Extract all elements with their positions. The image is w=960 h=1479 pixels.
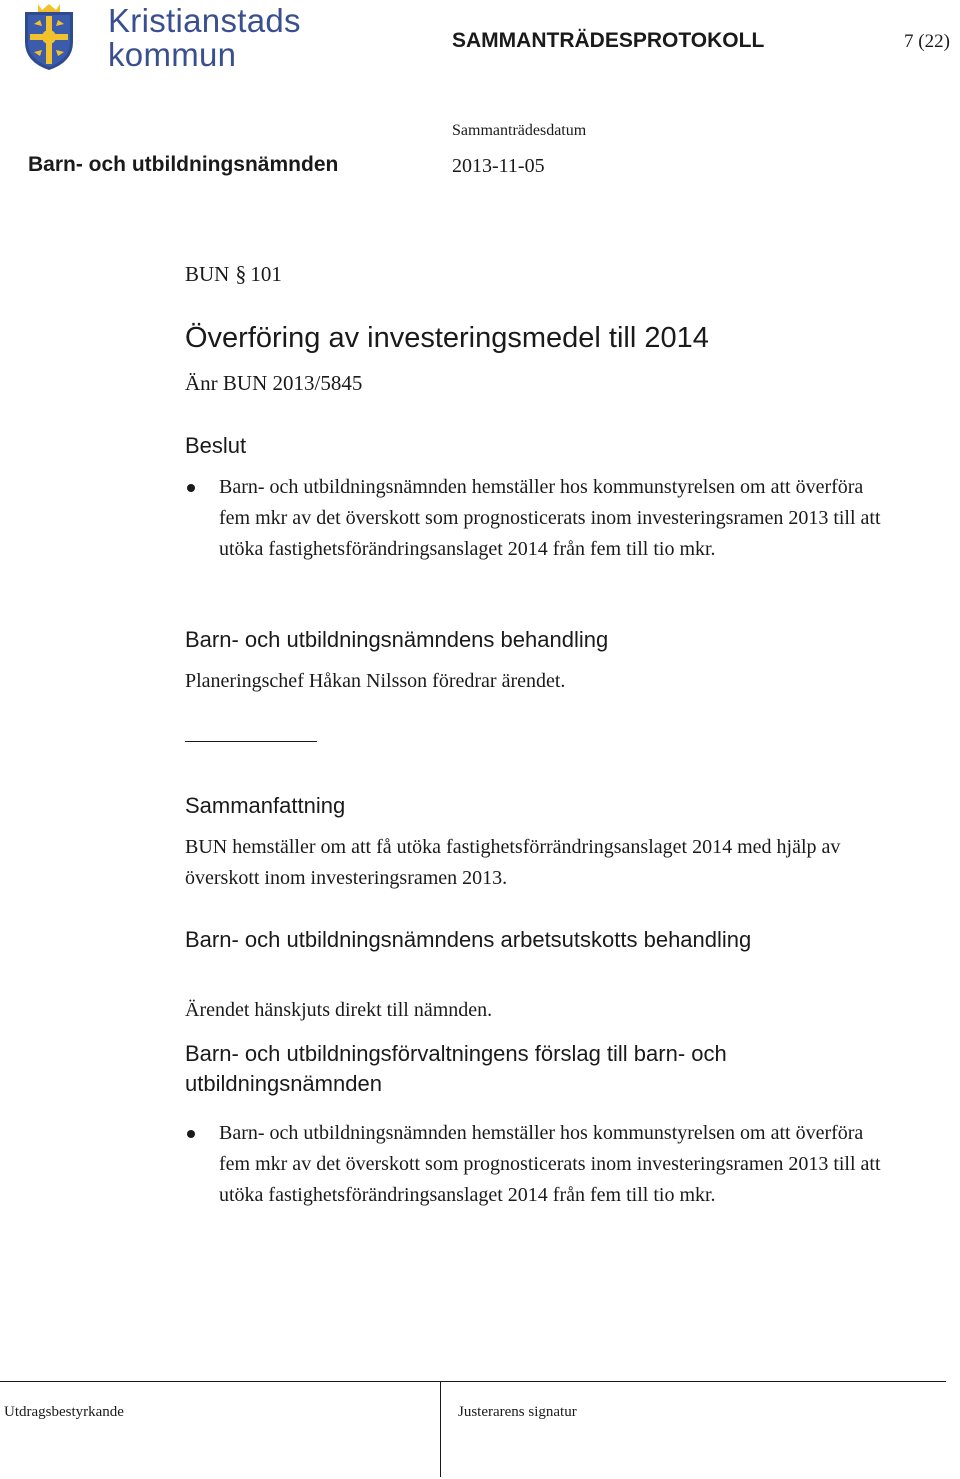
proposal-text: Barn- och utbildningsnämnden hemställer hos kommunstyrelsen om att överföra fem mkr av det överskott som prognosticerats inom investeringsramen 2013 till att utöka fastighetsförändringsanslaget 2014 från fem till tio mkr. (219, 1122, 881, 1206)
adjuster-signature-label: Justerarens signatur (458, 1404, 577, 1420)
extract-certification-label: Utdragsbestyrkande (4, 1404, 124, 1420)
document-type: SAMMANTRÄDESPROTOKOLL (452, 29, 765, 52)
paragraph-number: 101 (250, 262, 282, 286)
footer-column-divider (440, 1381, 441, 1477)
summary-text: BUN hemställer om att få utöka fastighetsförrändringsanslaget 2014 med hjälp av överskott inom investeringsramen 2013. (185, 836, 841, 889)
decision-heading: Beslut (185, 433, 247, 458)
municipality-wordmark (108, 4, 301, 72)
meeting-date: 2013-11-05 (452, 155, 545, 177)
section-symbol: § (235, 261, 247, 286)
bullet-icon (187, 484, 195, 492)
paragraph-reference (185, 261, 282, 287)
footer-rule (0, 1381, 946, 1382)
section-divider (185, 741, 317, 742)
coat-of-arms-logo (20, 2, 78, 72)
committee-name: Barn- och utbildningsnämnden (28, 153, 339, 176)
working-committee-text: Ärendet hänskjuts direkt till nämnden. (185, 999, 493, 1021)
working-committee-heading: Barn- och utbildningsnämndens arbetsutskotts behandling (185, 927, 752, 952)
administration-proposal-heading: Barn- och utbildningsförvaltningens förslag till barn- och utbildningsnämnden (185, 1041, 727, 1096)
summary-heading: Sammanfattning (185, 793, 346, 818)
paragraph-prefix: BUN (185, 262, 230, 286)
decision-bullet (185, 472, 885, 596)
meeting-date-label: Sammanträdesdatum (452, 122, 587, 139)
board-handling-heading: Barn- och utbildningsnämndens behandling (185, 627, 609, 652)
proposal-bullet (185, 1118, 885, 1242)
bullet-icon (187, 1130, 195, 1138)
wordmark-line-1: Kristianstads (108, 2, 301, 39)
case-title: Överföring av investeringsmedel till 2014 (185, 322, 709, 354)
wordmark-line-2: kommun (108, 36, 237, 73)
board-handling-text: Planeringschef Håkan Nilsson föredrar ärendet. (185, 670, 566, 692)
page-number: 7 (22) (904, 31, 950, 52)
decision-text: Barn- och utbildningsnämnden hemställer hos kommunstyrelsen om att överföra fem mkr av det överskott som prognosticerats inom investeringsramen 2013 till att utöka fastighetsförändringsanslaget 2014 från fem till tio mkr. (219, 476, 881, 560)
case-reference-number: Änr BUN 2013/5845 (185, 371, 363, 395)
